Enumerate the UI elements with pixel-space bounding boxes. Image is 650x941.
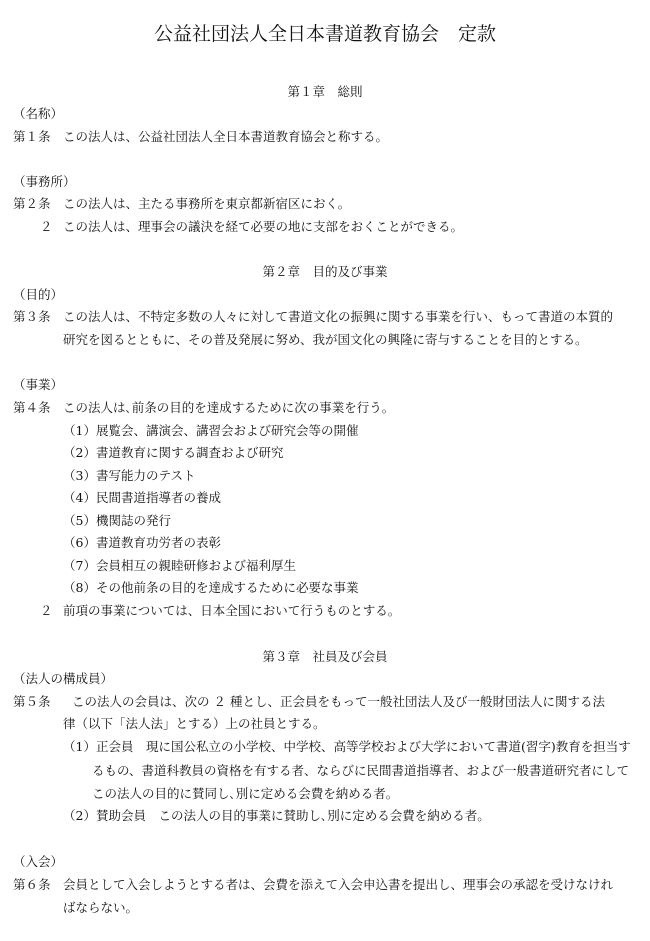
article-1-text: この法人は、公益社団法人全日本書道教育協会と称する。 — [63, 129, 389, 144]
article-2-text: この法人は、主たる事務所を東京都新宿区におく。 — [63, 196, 351, 211]
article-5-number: 第５条 — [13, 694, 51, 709]
list-item: （1）展覧会、講演会、講習会および研究会等の開催 — [63, 423, 359, 438]
article-2-paragraph-2-text: この法人は、理事会の議決を経て必要の地に支部をおくことができる。 — [63, 219, 464, 234]
article-5-item-1-line-1: （1）正会員 現に国公私立の小学校、中学校、高等学校および大学において書道(習字)教育を担当す — [63, 739, 631, 754]
article-6-text-line-1: 会員として入会しようとする者は、会費を添えて入会申込書を提出し、理事会の承認を受けなけれ — [63, 877, 614, 892]
article-6-text-line-2: ばならない。 — [63, 900, 139, 915]
list-item: （2）書道教育に関する調査および研究 — [63, 445, 284, 460]
list-item: （5）機関誌の発行 — [63, 513, 171, 528]
list-item: （3）書写能力のテスト — [63, 468, 196, 483]
article-4-text: この法人は､前条の目的を達成するために次の事業を行う。 — [63, 400, 395, 415]
article-5-text-line-1: この法人の会員は、次の ２ 種とし、正会員をもって一般社団法人及び一般財団法人に関する法 — [72, 694, 605, 709]
article-3-number: 第３条 — [13, 309, 51, 324]
chapter-3-heading: 第３章 社員及び会員 — [262, 649, 388, 664]
chapter-1-heading: 第１章 総則 — [287, 84, 363, 99]
list-item: （6）書道教育功労者の表彰 — [63, 535, 221, 550]
article-5-text-line-2: 律（以下「法人法」とする）上の社員とする。 — [63, 716, 326, 731]
article-1-number: 第１条 — [13, 129, 51, 144]
caption-purpose: （目的） — [13, 287, 64, 302]
chapter-2-heading: 第２章 目的及び事業 — [262, 264, 388, 279]
article-2-paragraph-2-number: ２ — [40, 219, 53, 234]
document-title: 公益社団法人全日本書道教育協会 定款 — [153, 23, 496, 45]
list-item: （4）民間書道指導者の養成 — [63, 490, 221, 505]
article-5-item-1-line-3: この法人の目的に賛同し､別に定める会費を納める者｡ — [92, 786, 393, 801]
article-2-number: 第２条 — [13, 196, 51, 211]
article-4-paragraph-2-text: 前項の事業については、日本全国において行うものとする。 — [63, 603, 401, 618]
article-6-number: 第６条 — [13, 877, 51, 892]
caption-admission: （入会） — [13, 854, 64, 869]
caption-members: （法人の構成員） — [13, 671, 114, 686]
caption-name: （名称） — [13, 106, 64, 121]
article-4-paragraph-2-number: ２ — [40, 603, 53, 618]
article-3-text-line-2: 研究を図るとともに、その普及発展に努め、我が国文化の興隆に寄与することを目的とする。 — [63, 332, 588, 347]
article-5-item-1-line-2: るもの、書道科教員の資格を有する者、ならびに民間書道指導者、および一般書道研究者にして — [92, 763, 630, 778]
caption-business: （事業） — [13, 377, 64, 392]
article-5-item-2: （2）賛助会員 この法人の目的事業に賛助し､別に定める会費を納める者｡ — [63, 808, 484, 823]
list-item: （8）その他前条の目的を達成するために必要な事業 — [63, 580, 359, 595]
article-4-number: 第４条 — [13, 400, 51, 415]
article-3-text-line-1: この法人は、不特定多数の人々に対して書道文化の振興に関する事業を行い、もって書道の本質的 — [63, 309, 614, 324]
caption-office: （事務所） — [13, 174, 76, 189]
list-item: （7）会員相互の親睦研修および福利厚生 — [63, 558, 296, 573]
